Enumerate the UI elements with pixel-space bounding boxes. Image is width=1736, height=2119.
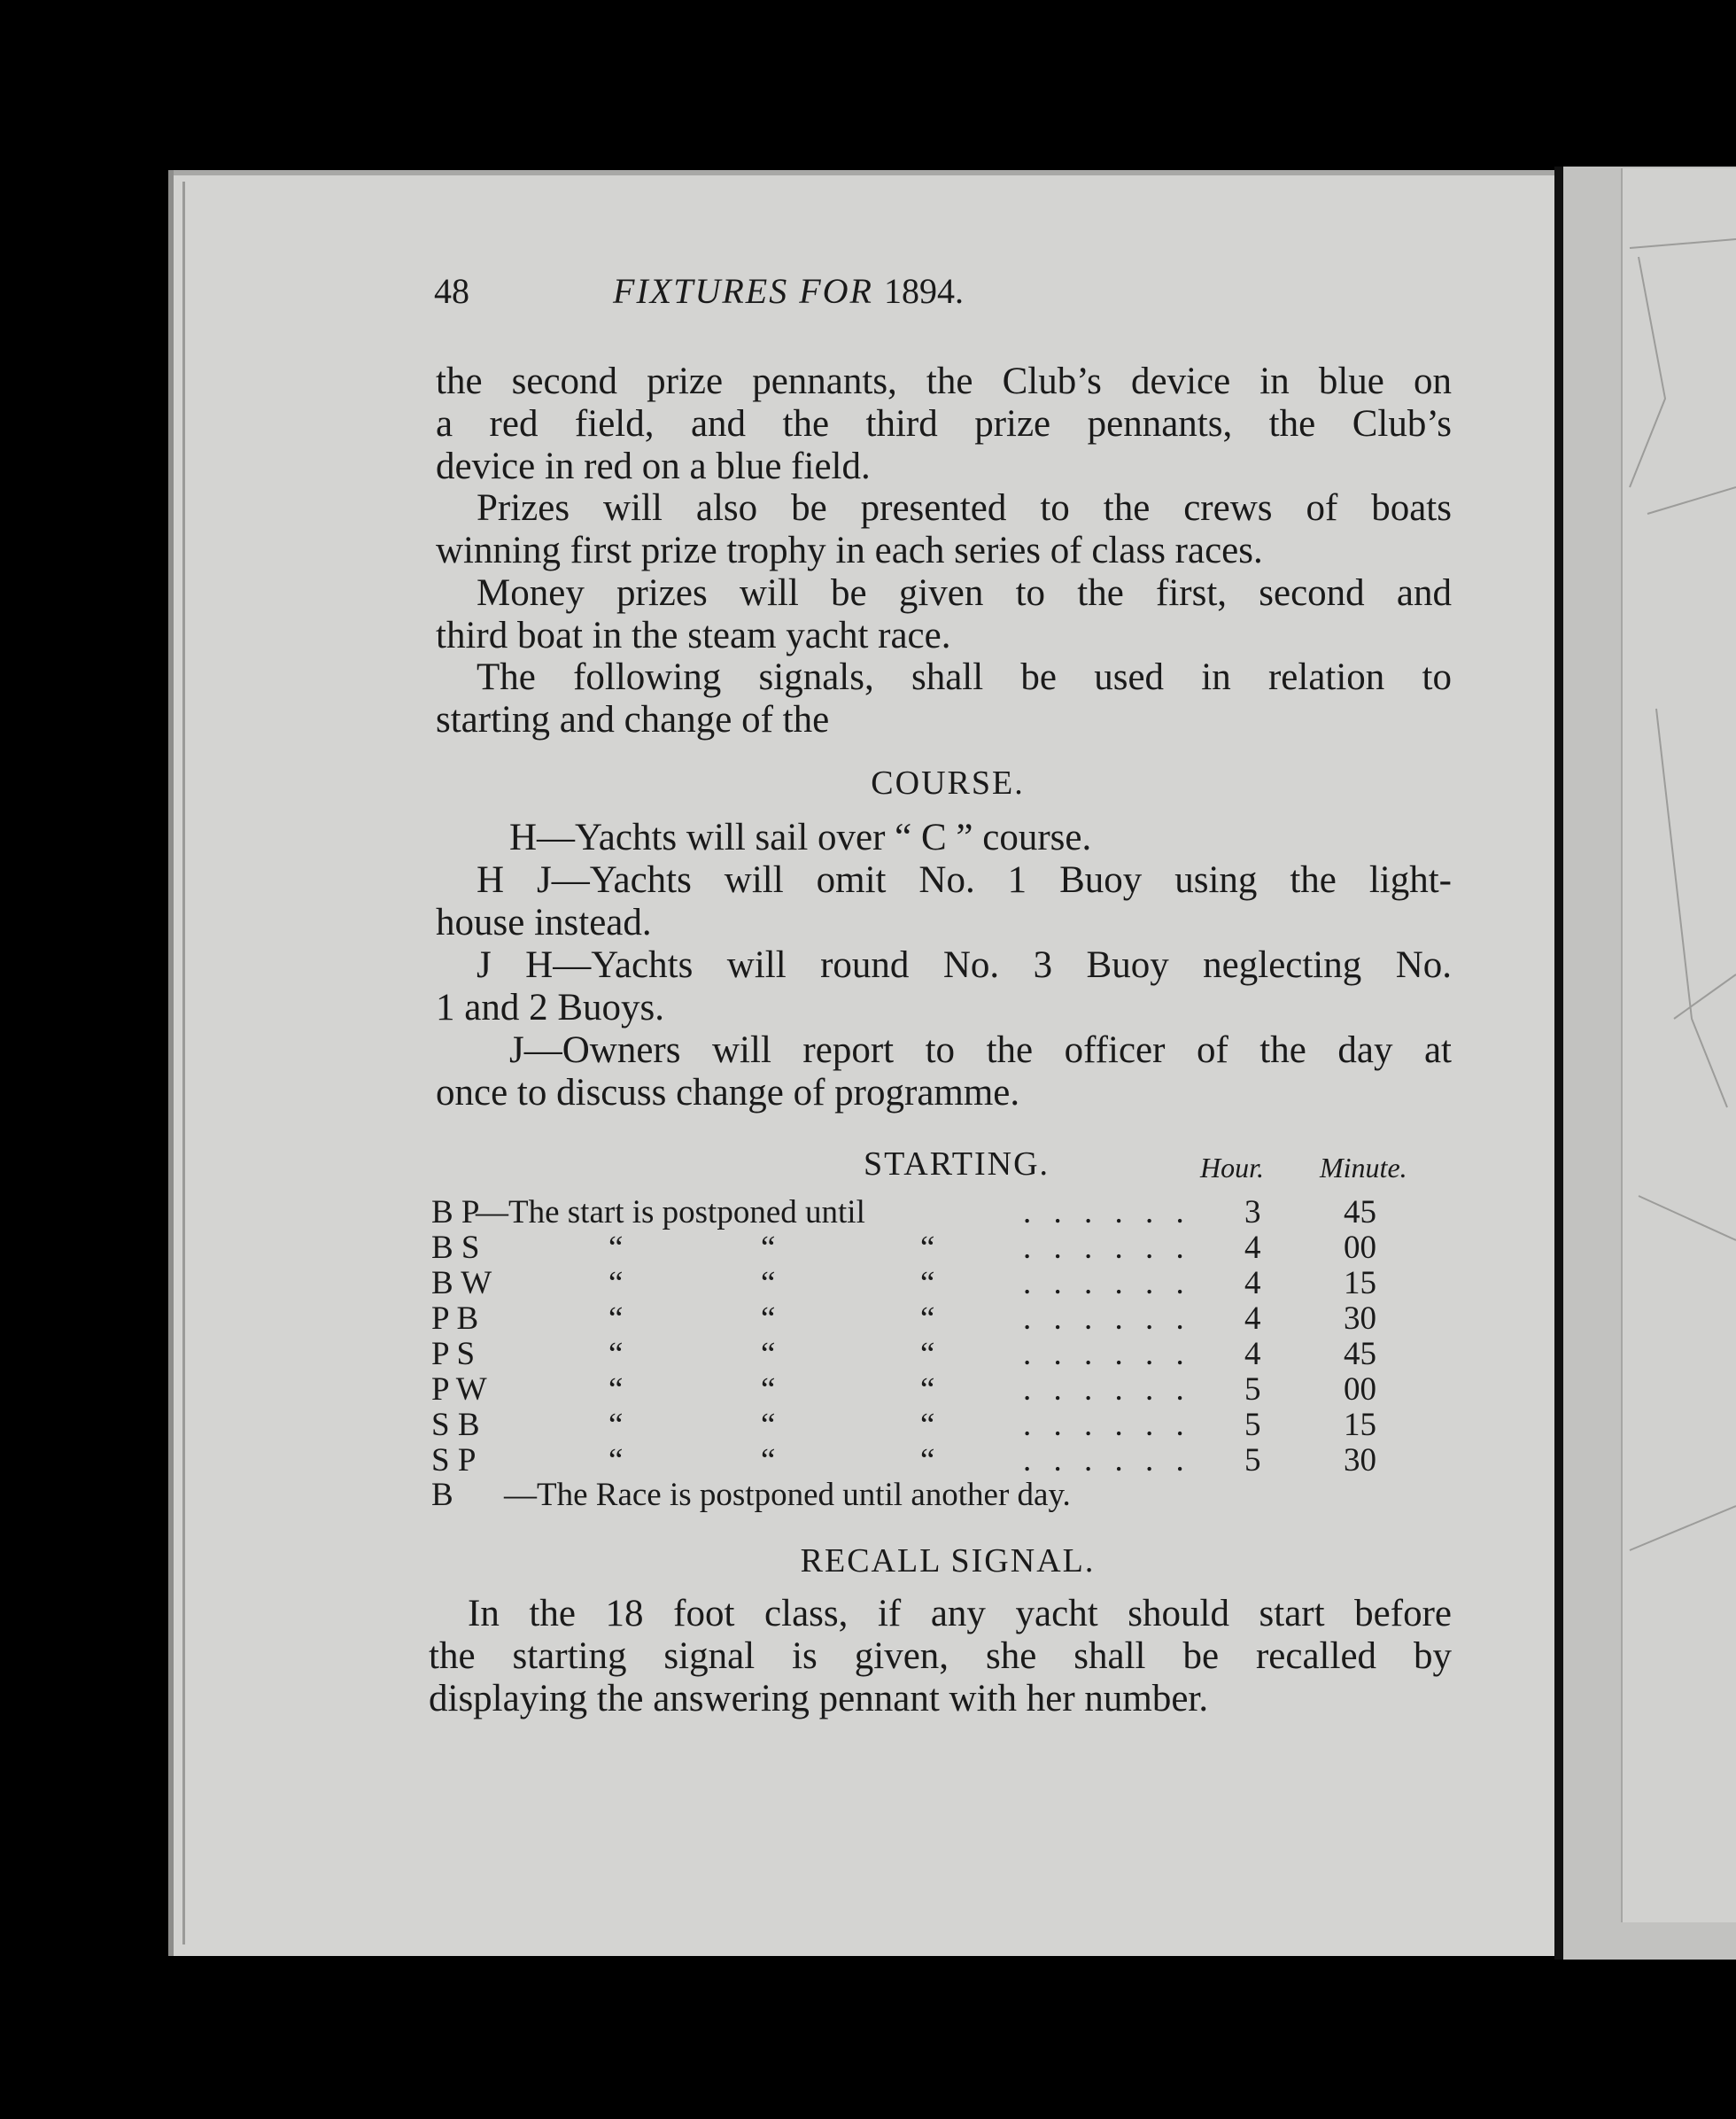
running-title [434,270,1143,312]
hour-value: 4 [1244,1300,1261,1337]
minute-value: 15 [1344,1407,1376,1443]
leader-dots: . . . . . . [1023,1371,1191,1408]
minute-value: 30 [1344,1300,1376,1337]
postpone-day-row [431,1476,1432,1511]
hour-value: 3 [1244,1194,1261,1230]
signal-code: P W [431,1371,487,1408]
book-spine [1554,167,1563,1960]
signal-code: P S [431,1336,476,1372]
paragraph-line: the second prize pennants, the Club’s device in blue on [436,361,1452,402]
ditto-mark: “ [608,1230,624,1266]
section-heading-starting: STARTING. [863,1145,1050,1183]
ditto-mark: “ [920,1407,935,1443]
signal-meaning: —The start is postponed until [476,1194,865,1230]
signal-row [431,1335,1432,1370]
paragraph-line: a red field, and the third prize pennants, the Club’s [436,403,1452,445]
course-item: 1 and 2 Buoys. [436,987,664,1028]
ditto-mark: “ [920,1300,935,1337]
signal-code: S P [431,1442,477,1479]
ditto-mark: “ [920,1336,935,1372]
ditto-mark: “ [761,1336,776,1372]
ditto-mark: “ [608,1265,624,1301]
signal-row [431,1441,1432,1477]
ditto-mark: “ [761,1442,776,1479]
ditto-mark: “ [608,1300,624,1337]
recall-line: the starting signal is given, she shall be recalled by [429,1635,1452,1677]
signal-code: B P [431,1194,480,1230]
minute-value: 30 [1344,1442,1376,1479]
page-header [434,270,1143,314]
signal-code: B W [431,1265,492,1301]
course-item: H J—Yachts will omit No. 1 Buoy using the light- [477,859,1452,901]
ditto-mark: “ [608,1442,624,1479]
ditto-mark: “ [920,1371,935,1408]
signal-code: P B [431,1300,479,1337]
signal-code: B S [431,1230,480,1266]
signal-row [431,1193,1432,1229]
paragraph-line: third boat in the steam yacht race. [436,615,951,656]
course-item: H—Yachts will sail over “ C ” course. [509,817,1092,858]
ditto-mark: “ [761,1407,776,1443]
paragraph-line: winning first prize trophy in each series of class races. [436,530,1263,571]
section-heading-course: COURSE. [871,765,1025,802]
hour-value: 5 [1244,1407,1261,1443]
ditto-mark: “ [608,1336,624,1372]
ditto-mark: “ [761,1230,776,1266]
minute-value: 00 [1344,1371,1376,1408]
running-title-year: 1894. [883,271,964,311]
signal-code: S B [431,1407,480,1443]
hour-value: 5 [1244,1442,1261,1479]
leader-dots: . . . . . . [1023,1265,1191,1301]
leader-dots: . . . . . . [1023,1194,1191,1230]
section-heading-recall: RECALL SIGNAL. [800,1542,1096,1580]
course-item: house instead. [436,902,652,943]
ditto-mark: “ [920,1442,935,1479]
leader-dots: . . . . . . [1023,1230,1191,1266]
paragraph-line: Prizes will also be presented to the crews of boats [477,487,1452,529]
course-item: J—Owners will report to the officer of the day at [509,1029,1452,1071]
signal-row [431,1300,1432,1335]
hour-value: 4 [1244,1336,1261,1372]
paragraph-line: Money prizes will be given to the first, second and [477,572,1452,614]
recall-line: In the 18 foot class, if any yacht should start before [468,1593,1452,1634]
ditto-mark: “ [608,1407,624,1443]
signal-code: B [431,1477,453,1513]
facing-page-sketch [1621,221,1736,1860]
signal-row [431,1229,1432,1264]
leader-dots: . . . . . . [1023,1442,1191,1479]
page-number: 48 [434,271,469,311]
page-edge-line [182,182,185,1944]
paragraph-line: The following signals, shall be used in relation to [477,656,1452,698]
signal-row [431,1264,1432,1300]
course-item: once to discuss change of programme. [436,1072,1020,1114]
column-header-hour: Hour. [1200,1152,1265,1184]
minute-value: 45 [1344,1194,1376,1230]
column-header-minute: Minute. [1320,1152,1407,1184]
ditto-mark: “ [761,1265,776,1301]
ditto-mark: “ [761,1371,776,1408]
ditto-mark: “ [920,1265,935,1301]
signal-row [431,1406,1432,1441]
hour-value: 4 [1244,1230,1261,1266]
leader-dots: . . . . . . [1023,1336,1191,1372]
running-title-text: FIXTURES FOR [613,271,873,311]
signal-meaning: —The Race is postponed until another day. [504,1477,1071,1513]
leader-dots: . . . . . . [1023,1407,1191,1443]
minute-value: 00 [1344,1230,1376,1266]
minute-value: 45 [1344,1336,1376,1372]
signal-row [431,1370,1432,1406]
paragraph-line: device in red on a blue field. [436,446,871,487]
hour-value: 4 [1244,1265,1261,1301]
minute-value: 15 [1344,1265,1376,1301]
ditto-mark: “ [761,1300,776,1337]
paragraph-line: starting and change of the [436,699,830,741]
hour-value: 5 [1244,1371,1261,1408]
course-item: J H—Yachts will round No. 3 Buoy neglecting No. [477,944,1452,986]
ditto-mark: “ [920,1230,935,1266]
recall-line: displaying the answering pennant with her number. [429,1678,1209,1719]
leader-dots: . . . . . . [1023,1300,1191,1337]
ditto-mark: “ [608,1371,624,1408]
